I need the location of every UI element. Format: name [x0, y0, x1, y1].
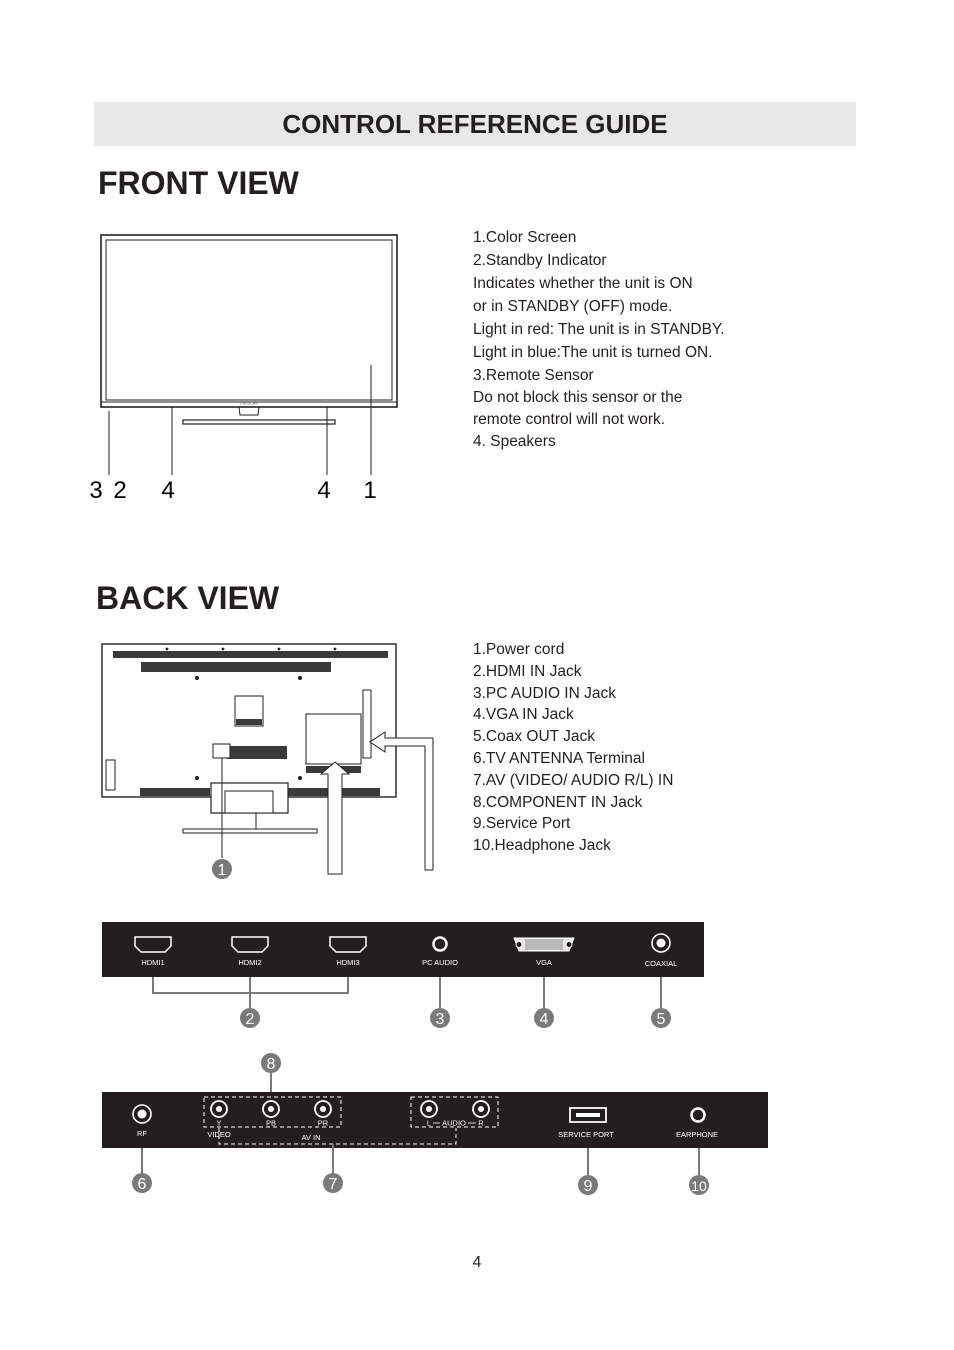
terminal-panel [306, 714, 361, 764]
stand-base-back [183, 829, 317, 833]
back-item: 6.TV ANTENNA Terminal [473, 749, 645, 767]
service-port-label: SERVICE PORT [558, 1130, 614, 1139]
front-item: 4. Speakers [473, 433, 556, 450]
vent-top [113, 651, 388, 658]
back-view-diagram [95, 638, 445, 888]
back-item: 3.PC AUDIO IN Jack [473, 684, 616, 702]
back-item: 8.COMPONENT IN Jack [473, 793, 643, 811]
vent-upper [141, 662, 331, 672]
rf-terminal-core [138, 1110, 147, 1119]
coaxial-jack-core [657, 939, 666, 948]
front-item: 3.Remote Sensor [473, 367, 594, 384]
video-label: VIDEO [207, 1130, 231, 1139]
side-terminal [363, 690, 371, 758]
back-item: 7.AV (VIDEO/ AUDIO R/L) IN [473, 771, 674, 789]
front-item: 2.Standby Indicator [473, 252, 607, 269]
service-port-tongue [576, 1113, 600, 1117]
callout-1: 1 [363, 477, 377, 504]
back-item: 5.Coax OUT Jack [473, 728, 596, 746]
back-item: 9.Service Port [473, 815, 571, 833]
back-item: 4.VGA IN Jack [473, 706, 574, 724]
callout-4-right: 4 [317, 477, 331, 504]
back-item: 1.Power cord [473, 641, 565, 658]
callout-number-5: 5 [656, 1011, 666, 1028]
back-view-list [473, 639, 673, 857]
back-view-title: BACK VIEW [96, 580, 280, 616]
front-item: Indicates whether the unit is ON [473, 275, 693, 292]
audio-l-label: L [426, 1118, 432, 1128]
front-item: or in STANDBY (OFF) mode. [473, 298, 673, 315]
audio-r-label: R [478, 1118, 484, 1128]
front-view-list [473, 226, 725, 453]
vent-middle [227, 746, 287, 759]
callout-3: 3 [89, 477, 103, 504]
rating-label-strip [236, 719, 262, 725]
earphone-jack [692, 1109, 705, 1122]
stand-plate [225, 791, 273, 813]
power-inlet [213, 744, 230, 758]
y-label: Y [216, 1118, 222, 1128]
callout-number-10: 10 [691, 1178, 707, 1194]
back-item: 2.HDMI IN Jack [473, 662, 582, 680]
callout-number-6: 6 [137, 1176, 147, 1193]
audio-label: AUDIO [442, 1118, 466, 1128]
pc-audio-label: PC AUDIO [422, 958, 458, 967]
panel-top-bar [102, 922, 704, 977]
pc-audio-jack [434, 938, 447, 951]
callout-number-4: 4 [539, 1011, 549, 1028]
power-callout-number: 1 [217, 862, 227, 879]
front-item: Light in red: The unit is in STANDBY. [473, 321, 725, 338]
callout-number-3: 3 [435, 1011, 445, 1028]
vga-port [514, 938, 574, 951]
front-view-title: FRONT VIEW [98, 165, 299, 201]
panel-bottom-bar [102, 1092, 768, 1148]
front-item: 1.Color Screen [473, 229, 577, 246]
pb-label: PB [265, 1118, 277, 1128]
bottom-connector-panel [100, 1050, 772, 1200]
av-in-label: AV IN [301, 1133, 321, 1142]
callout-2: 2 [113, 477, 127, 504]
callout-number-2: 2 [245, 1011, 255, 1028]
hdmi1-label: HDMI1 [141, 958, 165, 967]
stand-base [183, 420, 335, 424]
header-bar [94, 102, 856, 146]
front-item: Do not block this sensor or the [473, 389, 683, 406]
pr-label: PR [317, 1118, 329, 1128]
hdmi2-label: HDMI2 [238, 958, 262, 967]
front-item: remote control will not work. [473, 411, 666, 428]
top-connector-panel [100, 920, 710, 1035]
back-item: 10.Headphone Jack [473, 837, 611, 855]
vga-label: VGA [536, 958, 552, 967]
brand-logo: PROSCAN [240, 401, 258, 406]
front-view-diagram [80, 225, 410, 515]
earphone-label: EARPHONE [675, 1130, 719, 1139]
callout-number-8: 8 [266, 1056, 276, 1073]
page-title: CONTROL REFERENCE GUIDE [282, 109, 668, 139]
stand-neck [239, 407, 259, 415]
callout-number-9: 9 [583, 1178, 593, 1195]
color-screen [106, 240, 392, 400]
callout-4-left: 4 [161, 477, 175, 504]
coaxial-label: COAXIAL [644, 959, 678, 968]
front-item: Light in blue:The unit is turned ON. [473, 344, 713, 361]
rf-label: RF [137, 1129, 147, 1138]
page-number: 4 [472, 1254, 482, 1271]
hdmi3-label: HDMI3 [336, 958, 360, 967]
side-jacks [106, 760, 115, 790]
vent-bottom-left [140, 788, 210, 796]
callout-number-7: 7 [328, 1176, 338, 1193]
